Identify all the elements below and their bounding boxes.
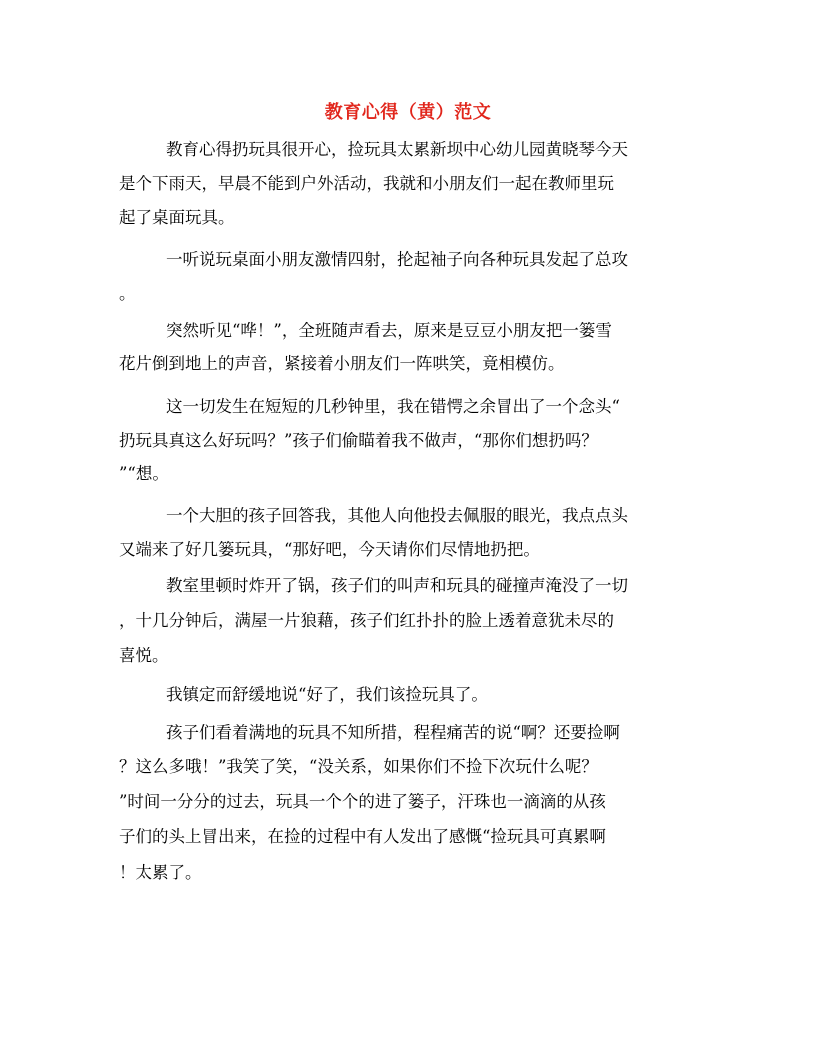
text-line: 孩子们看着满地的玩具不知所措，程程痛苦的说“啊？还要捡啊: [166, 723, 620, 742]
document-title: 教育心得（黄）范文: [324, 102, 492, 123]
text-line: 教室里顿时炸开了锅，孩子们的叫声和玩具的碰撞声淹没了一切: [166, 576, 628, 595]
text-line: ，十几分钟后，满屋一片狼藉，孩子们红扑扑的脸上透着意犹未尽的: [119, 611, 614, 630]
text-line: ”时间一分分的过去，玩具一个个的进了篓子，汗珠也一滴滴的从孩: [119, 792, 606, 811]
text-line: ”“想。: [119, 464, 169, 483]
text-line: 起了桌面玩具。: [119, 208, 235, 227]
text-line: 一听说玩桌面小朋友激情四射，抡起袖子向各种玩具发起了总攻: [166, 250, 628, 269]
text-line: 这一切发生在短短的几秒钟里，我在错愕之余冒出了一个念头“: [166, 397, 620, 416]
text-line: 我镇定而舒缓地说“好了，我们该捡玩具了。: [166, 685, 488, 704]
text-line: 花片倒到地上的声音，紧接着小朋友们一阵哄笑，竟相模仿。: [119, 354, 565, 373]
text-line: 又端来了好几篓玩具，“那好吧，今天请你们尽情地扔把。: [119, 540, 540, 559]
text-line: 子们的头上冒出来，在捡的过程中有人发出了感慨“捡玩具可真累啊: [119, 827, 606, 846]
text-line: 是个下雨天，早晨不能到户外活动，我就和小朋友们一起在教师里玩: [119, 174, 614, 193]
text-line: 。: [119, 284, 136, 303]
text-line: 喜悦。: [119, 646, 169, 665]
text-line: 一个大胆的孩子回答我，其他人向他投去佩服的眼光，我点点头: [166, 506, 628, 525]
text-line: ！太累了。: [119, 863, 202, 882]
text-line: 教育心得扔玩具很开心，捡玩具太累新坝中心幼儿园黄晓琴今天: [166, 140, 628, 159]
text-line: 突然听见“哗！”，全班随声看去，原来是豆豆小朋友把一篓雪: [166, 321, 612, 340]
text-line: 扔玩具真这么好玩吗？”孩子们偷瞄着我不做声，“那你们想扔吗？: [119, 431, 598, 450]
text-line: ？这么多哦！”我笑了笑，“没关系，如果你们不捡下次玩什么呢？: [119, 757, 598, 776]
